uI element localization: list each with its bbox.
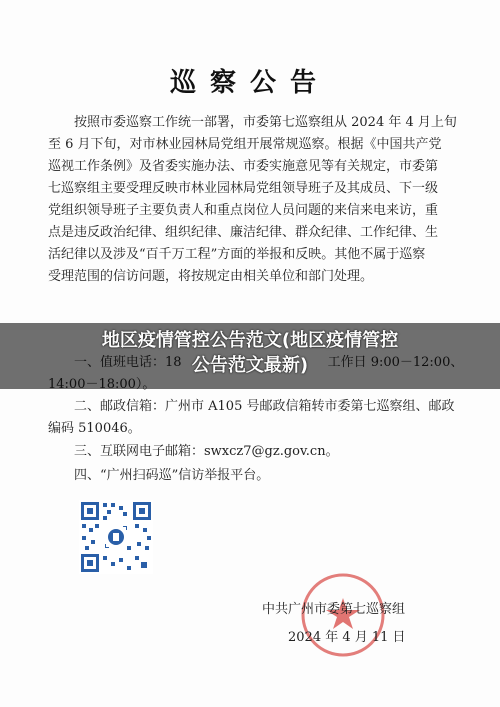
contact-platform (48, 465, 458, 487)
paragraph-line: 活纪律以及涉及“百千万工程”方面的举报和反映。其他不属于巡察 (48, 247, 426, 262)
email-line: 三、互联网电子邮箱：swxcz7@gz.gov.cn。 (74, 444, 339, 459)
mailbox-line1: 二、邮政信箱：广州市 A105 号邮政信箱转市委第七巡察组、邮政 (74, 399, 455, 414)
notice-paragraph (48, 112, 458, 288)
paragraph-line: 受理范围的信访问题，将按规定由相关单位和部门处理。 (48, 269, 374, 284)
paragraph-line: 点是违反政治纪律、组织纪律、廉洁纪律、群众纪律、工作纪律、生 (48, 225, 439, 240)
paragraph-line: 至 6 月下旬，对市林业园林局党组开展常规巡察。根据《中国共产党 (48, 137, 442, 152)
paragraph-line: 党组织领导班子主要负责人和重点岗位人员问题的来信来电来访，重 (48, 203, 439, 218)
banner-title-line1: 地区疫情管控公告范文(地区疫情管控 (101, 330, 399, 351)
paragraph-line: 按照市委巡察工作统一部署，市委第七巡察组从 2024 年 4 月上旬 (74, 115, 457, 130)
signature-org: 中共广州市委第七巡察组 (262, 602, 406, 617)
banner-title-line2: 公告范文最新) (191, 355, 309, 376)
qr-code (79, 500, 153, 574)
contact-mailbox (48, 396, 458, 440)
contact-email (48, 441, 458, 463)
paragraph-line: 巡视工作条例》及省委实施办法、市委实施意见等有关规定，市委第 (48, 159, 439, 174)
platform-line: 四、“广州扫码巡”信访举报平台。 (74, 468, 270, 483)
signature-date: 2024 年 4 月 11 日 (288, 630, 406, 645)
mailbox-line2: 编码 510046。 (48, 421, 141, 436)
qr-code-graphic (79, 500, 153, 574)
notice-title: 巡察公告 (169, 68, 330, 98)
paragraph-line: 七巡察组主要受理反映市林业园林局党组领导班子及其成员、下一级 (48, 181, 439, 196)
